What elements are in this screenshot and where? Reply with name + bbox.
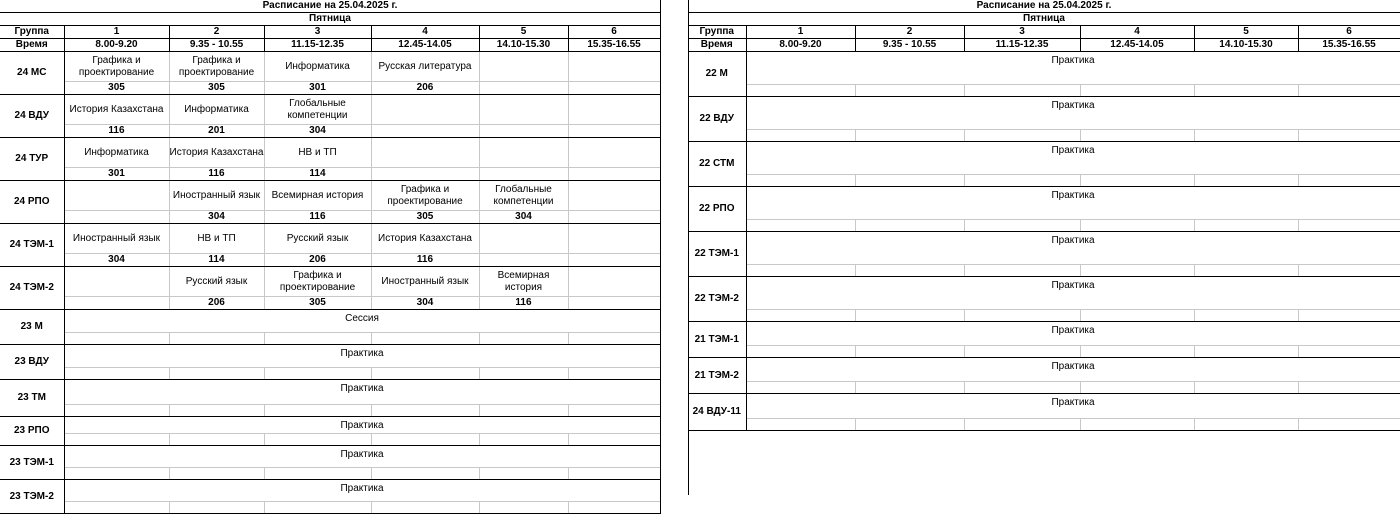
merged-activity: Практика — [64, 417, 660, 434]
period-number: 5 — [1194, 26, 1298, 39]
empty-cell — [964, 130, 1080, 142]
time-row — [0, 39, 660, 52]
group-name: 23 ВДУ — [0, 345, 64, 380]
empty-cell — [855, 346, 964, 358]
room-row — [0, 297, 660, 310]
empty-cell — [964, 382, 1080, 394]
time-row — [688, 39, 1400, 52]
schedule-title: Расписание на 25.04.2025 г. — [688, 0, 1400, 13]
merged-activity: Практика — [746, 394, 1400, 419]
period-time: 8.00-9.20 — [64, 39, 169, 52]
subject-cell — [479, 224, 568, 254]
subject-cell: Графика и проектирование — [264, 267, 371, 297]
empty-cell — [746, 220, 855, 232]
room-cell — [568, 297, 660, 310]
merged-activity: Практика — [746, 232, 1400, 265]
empty-cell — [568, 468, 660, 480]
subject-cell: История Казахстана — [371, 224, 479, 254]
schedule-right — [688, 0, 1400, 431]
empty-cell — [264, 368, 371, 380]
empty-cell — [964, 346, 1080, 358]
room-row — [0, 211, 660, 224]
room-cell: 206 — [264, 254, 371, 267]
room-cell: 116 — [479, 297, 568, 310]
empty-cell — [964, 419, 1080, 431]
subject-cell: Информатика — [64, 138, 169, 168]
group-row — [688, 322, 1400, 346]
period-number: 5 — [479, 26, 568, 39]
room-cell: 116 — [169, 168, 264, 181]
empty-cell — [371, 502, 479, 514]
room-cell: 116 — [64, 125, 169, 138]
empty-cell — [964, 175, 1080, 187]
empty-cell — [264, 502, 371, 514]
empty-cell — [1194, 220, 1298, 232]
subject-cell: НВ и ТП — [264, 138, 371, 168]
group-name: 21 ТЭМ-2 — [688, 358, 746, 394]
period-number: 2 — [855, 26, 964, 39]
group-name: 23 М — [0, 310, 64, 345]
sub-row — [0, 333, 660, 345]
subject-cell — [371, 138, 479, 168]
merged-activity: Практика — [64, 380, 660, 405]
subject-cell: Графика и проектирование — [64, 52, 169, 82]
empty-cell — [1194, 130, 1298, 142]
empty-cell — [264, 405, 371, 417]
empty-cell — [64, 434, 169, 446]
room-cell — [64, 297, 169, 310]
empty-cell — [964, 265, 1080, 277]
group-row — [688, 97, 1400, 130]
subject-cell — [479, 95, 568, 125]
empty-cell — [1080, 220, 1194, 232]
room-cell — [568, 82, 660, 95]
title-row — [0, 0, 660, 13]
empty-cell — [855, 220, 964, 232]
empty-cell — [479, 368, 568, 380]
sheet-border-left — [660, 0, 661, 495]
group-name: 23 ТЭМ-1 — [0, 446, 64, 480]
period-row — [0, 26, 660, 39]
period-time: 9.35 - 10.55 — [169, 39, 264, 52]
empty-cell — [264, 468, 371, 480]
empty-cell — [1298, 220, 1400, 232]
period-time: 9.35 - 10.55 — [855, 39, 964, 52]
sub-row — [0, 434, 660, 446]
empty-cell — [1080, 419, 1194, 431]
subject-cell: Иностранный язык — [371, 267, 479, 297]
room-cell: 304 — [169, 211, 264, 224]
period-number: 6 — [1298, 26, 1400, 39]
sub-row — [688, 130, 1400, 142]
period-time: 12.45-14.05 — [1080, 39, 1194, 52]
subject-cell: Иностранный язык — [169, 181, 264, 211]
subject-cell — [479, 138, 568, 168]
subject-cell: Русский язык — [169, 267, 264, 297]
merged-activity: Практика — [746, 97, 1400, 130]
empty-cell — [1080, 382, 1194, 394]
room-cell — [479, 168, 568, 181]
subject-cell — [568, 267, 660, 297]
room-cell: 301 — [264, 82, 371, 95]
period-number: 3 — [264, 26, 371, 39]
empty-cell — [568, 405, 660, 417]
room-cell: 305 — [64, 82, 169, 95]
period-time: 11.15-12.35 — [964, 39, 1080, 52]
empty-cell — [1298, 130, 1400, 142]
empty-cell — [855, 175, 964, 187]
empty-cell — [746, 265, 855, 277]
group-name: 24 ТЭМ-2 — [0, 267, 64, 310]
period-number: 1 — [64, 26, 169, 39]
room-cell — [568, 168, 660, 181]
subject-cell: История Казахстана — [169, 138, 264, 168]
merged-activity: Практика — [64, 446, 660, 468]
empty-cell — [568, 368, 660, 380]
room-cell: 304 — [371, 297, 479, 310]
period-time: 15.35-16.55 — [568, 39, 660, 52]
subject-cell — [64, 267, 169, 297]
empty-cell — [964, 310, 1080, 322]
group-row — [688, 52, 1400, 85]
room-cell: 114 — [264, 168, 371, 181]
merged-activity: Практика — [746, 358, 1400, 382]
subject-cell: Всемирная история — [264, 181, 371, 211]
room-cell — [371, 125, 479, 138]
subject-cell: НВ и ТП — [169, 224, 264, 254]
empty-cell — [855, 265, 964, 277]
subject-cell — [568, 224, 660, 254]
group-name: 23 ТМ — [0, 380, 64, 417]
period-number: 6 — [568, 26, 660, 39]
empty-cell — [1298, 419, 1400, 431]
empty-cell — [1194, 310, 1298, 322]
empty-cell — [371, 434, 479, 446]
empty-cell — [855, 382, 964, 394]
room-cell: 206 — [371, 82, 479, 95]
room-cell: 301 — [64, 168, 169, 181]
empty-cell — [855, 310, 964, 322]
sub-row — [688, 346, 1400, 358]
merged-activity: Практика — [746, 322, 1400, 346]
group-name: 22 ТЭМ-2 — [688, 277, 746, 322]
subject-cell: Глобальные компетенции — [264, 95, 371, 125]
period-time: 15.35-16.55 — [1298, 39, 1400, 52]
room-cell: 206 — [169, 297, 264, 310]
empty-cell — [1080, 85, 1194, 97]
empty-cell — [568, 502, 660, 514]
time-header: Время — [0, 39, 64, 52]
room-row — [0, 125, 660, 138]
empty-cell — [964, 85, 1080, 97]
room-cell — [64, 211, 169, 224]
empty-cell — [1298, 265, 1400, 277]
subject-cell — [479, 52, 568, 82]
sub-row — [688, 310, 1400, 322]
empty-cell — [855, 85, 964, 97]
sub-row — [0, 405, 660, 417]
room-row — [0, 82, 660, 95]
subject-cell: Глобальные компетенции — [479, 181, 568, 211]
title-row — [688, 0, 1400, 13]
empty-cell — [746, 346, 855, 358]
room-cell: 201 — [169, 125, 264, 138]
empty-cell — [1080, 265, 1194, 277]
empty-cell — [169, 502, 264, 514]
schedule-table-left — [0, 0, 661, 514]
period-number: 4 — [1080, 26, 1194, 39]
group-name: 22 ВДУ — [688, 97, 746, 142]
empty-cell — [1298, 175, 1400, 187]
empty-cell — [479, 405, 568, 417]
room-cell — [479, 82, 568, 95]
empty-cell — [169, 434, 264, 446]
period-number: 2 — [169, 26, 264, 39]
empty-cell — [855, 130, 964, 142]
room-cell: 114 — [169, 254, 264, 267]
room-cell — [568, 211, 660, 224]
day-label: Пятница — [688, 13, 1400, 26]
subject-cell: Всемирная история — [479, 267, 568, 297]
merged-activity: Практика — [746, 142, 1400, 175]
empty-cell — [1194, 419, 1298, 431]
room-row — [0, 168, 660, 181]
subject-cell: Графика и проектирование — [371, 181, 479, 211]
merged-activity: Практика — [746, 277, 1400, 310]
empty-cell — [1194, 382, 1298, 394]
period-time: 12.45-14.05 — [371, 39, 479, 52]
period-time: 11.15-12.35 — [264, 39, 371, 52]
empty-cell — [264, 333, 371, 345]
period-time: 8.00-9.20 — [746, 39, 855, 52]
subject-cell — [568, 95, 660, 125]
subject-cell: Информатика — [264, 52, 371, 82]
group-row — [688, 232, 1400, 265]
empty-cell — [64, 405, 169, 417]
day-label: Пятница — [0, 13, 660, 26]
group-row — [0, 52, 660, 82]
empty-cell — [371, 368, 479, 380]
room-cell — [568, 125, 660, 138]
empty-cell — [64, 368, 169, 380]
room-cell — [568, 254, 660, 267]
schedule-title: Расписание на 25.04.2025 г. — [0, 0, 660, 13]
merged-activity: Практика — [746, 52, 1400, 85]
empty-cell — [371, 405, 479, 417]
empty-cell — [1194, 265, 1298, 277]
empty-cell — [64, 502, 169, 514]
group-row — [688, 277, 1400, 310]
room-cell: 116 — [371, 254, 479, 267]
schedule-table-right — [688, 0, 1400, 431]
sub-row — [688, 220, 1400, 232]
room-cell: 304 — [64, 254, 169, 267]
group-row — [0, 95, 660, 125]
room-cell — [479, 254, 568, 267]
subject-cell: Русская литература — [371, 52, 479, 82]
merged-activity: Сессия — [64, 310, 660, 333]
sub-row — [688, 419, 1400, 431]
group-name: 24 ТУР — [0, 138, 64, 181]
sub-row — [688, 85, 1400, 97]
group-row — [0, 267, 660, 297]
group-name: 24 МС — [0, 52, 64, 95]
period-time: 14.10-15.30 — [479, 39, 568, 52]
empty-cell — [964, 220, 1080, 232]
subject-cell — [568, 52, 660, 82]
subject-cell — [568, 181, 660, 211]
sub-row — [688, 382, 1400, 394]
merged-activity: Практика — [64, 480, 660, 502]
empty-cell — [64, 468, 169, 480]
empty-cell — [1298, 382, 1400, 394]
empty-cell — [855, 419, 964, 431]
sub-row — [688, 175, 1400, 187]
group-name: 24 ТЭМ-1 — [0, 224, 64, 267]
group-row — [0, 345, 660, 368]
group-row — [688, 142, 1400, 175]
merged-activity: Практика — [746, 187, 1400, 220]
empty-cell — [746, 310, 855, 322]
group-name: 22 М — [688, 52, 746, 97]
subject-cell: Русский язык — [264, 224, 371, 254]
empty-cell — [169, 468, 264, 480]
empty-cell — [371, 468, 479, 480]
empty-cell — [746, 382, 855, 394]
group-name: 24 РПО — [0, 181, 64, 224]
room-cell: 304 — [264, 125, 371, 138]
room-cell — [371, 168, 479, 181]
subject-cell: Иностранный язык — [64, 224, 169, 254]
day-row — [0, 13, 660, 26]
empty-cell — [1194, 175, 1298, 187]
group-row — [0, 138, 660, 168]
empty-cell — [1080, 130, 1194, 142]
schedule-left — [0, 0, 660, 514]
empty-cell — [568, 434, 660, 446]
empty-cell — [1080, 310, 1194, 322]
empty-cell — [479, 502, 568, 514]
sub-row — [0, 502, 660, 514]
room-cell: 305 — [169, 82, 264, 95]
sub-row — [0, 468, 660, 480]
day-row — [688, 13, 1400, 26]
empty-cell — [479, 333, 568, 345]
empty-cell — [169, 368, 264, 380]
empty-cell — [169, 333, 264, 345]
room-cell: 116 — [264, 211, 371, 224]
subject-cell — [64, 181, 169, 211]
empty-cell — [479, 468, 568, 480]
period-time: 14.10-15.30 — [1194, 39, 1298, 52]
group-row — [0, 480, 660, 502]
room-row — [0, 254, 660, 267]
empty-cell — [1080, 346, 1194, 358]
empty-cell — [568, 333, 660, 345]
merged-activity: Практика — [64, 345, 660, 368]
group-row — [0, 417, 660, 434]
group-header: Группа — [0, 26, 64, 39]
empty-cell — [371, 333, 479, 345]
room-cell — [479, 125, 568, 138]
empty-cell — [746, 85, 855, 97]
sub-row — [0, 368, 660, 380]
subject-cell — [371, 95, 479, 125]
empty-cell — [169, 405, 264, 417]
empty-cell — [746, 175, 855, 187]
group-name: 21 ТЭМ-1 — [688, 322, 746, 358]
group-name: 23 ТЭМ-2 — [0, 480, 64, 514]
subject-cell: Информатика — [169, 95, 264, 125]
period-number: 1 — [746, 26, 855, 39]
room-cell: 304 — [479, 211, 568, 224]
subject-cell: Графика и проектирование — [169, 52, 264, 82]
empty-cell — [1194, 346, 1298, 358]
empty-cell — [1298, 346, 1400, 358]
room-cell: 305 — [264, 297, 371, 310]
subject-cell — [568, 138, 660, 168]
group-name: 22 ТЭМ-1 — [688, 232, 746, 277]
empty-cell — [1194, 85, 1298, 97]
empty-cell — [1298, 85, 1400, 97]
empty-cell — [1080, 175, 1194, 187]
group-row — [0, 181, 660, 211]
group-name: 24 ВДУ — [0, 95, 64, 138]
empty-cell — [64, 333, 169, 345]
period-number: 3 — [964, 26, 1080, 39]
sub-row — [688, 265, 1400, 277]
subject-cell: История Казахстана — [64, 95, 169, 125]
period-row — [688, 26, 1400, 39]
empty-cell — [746, 130, 855, 142]
empty-cell — [264, 434, 371, 446]
empty-cell — [746, 419, 855, 431]
group-name: 23 РПО — [0, 417, 64, 446]
empty-cell — [479, 434, 568, 446]
group-name: 22 РПО — [688, 187, 746, 232]
group-name: 22 СТМ — [688, 142, 746, 187]
group-row — [0, 380, 660, 405]
group-row — [0, 446, 660, 468]
group-row — [688, 394, 1400, 419]
group-row — [0, 310, 660, 333]
time-header: Время — [688, 39, 746, 52]
period-number: 4 — [371, 26, 479, 39]
room-cell: 305 — [371, 211, 479, 224]
group-row — [688, 187, 1400, 220]
empty-cell — [1298, 310, 1400, 322]
group-name: 24 ВДУ-11 — [688, 394, 746, 431]
group-row — [0, 224, 660, 254]
group-row — [688, 358, 1400, 382]
group-header: Группа — [688, 26, 746, 39]
